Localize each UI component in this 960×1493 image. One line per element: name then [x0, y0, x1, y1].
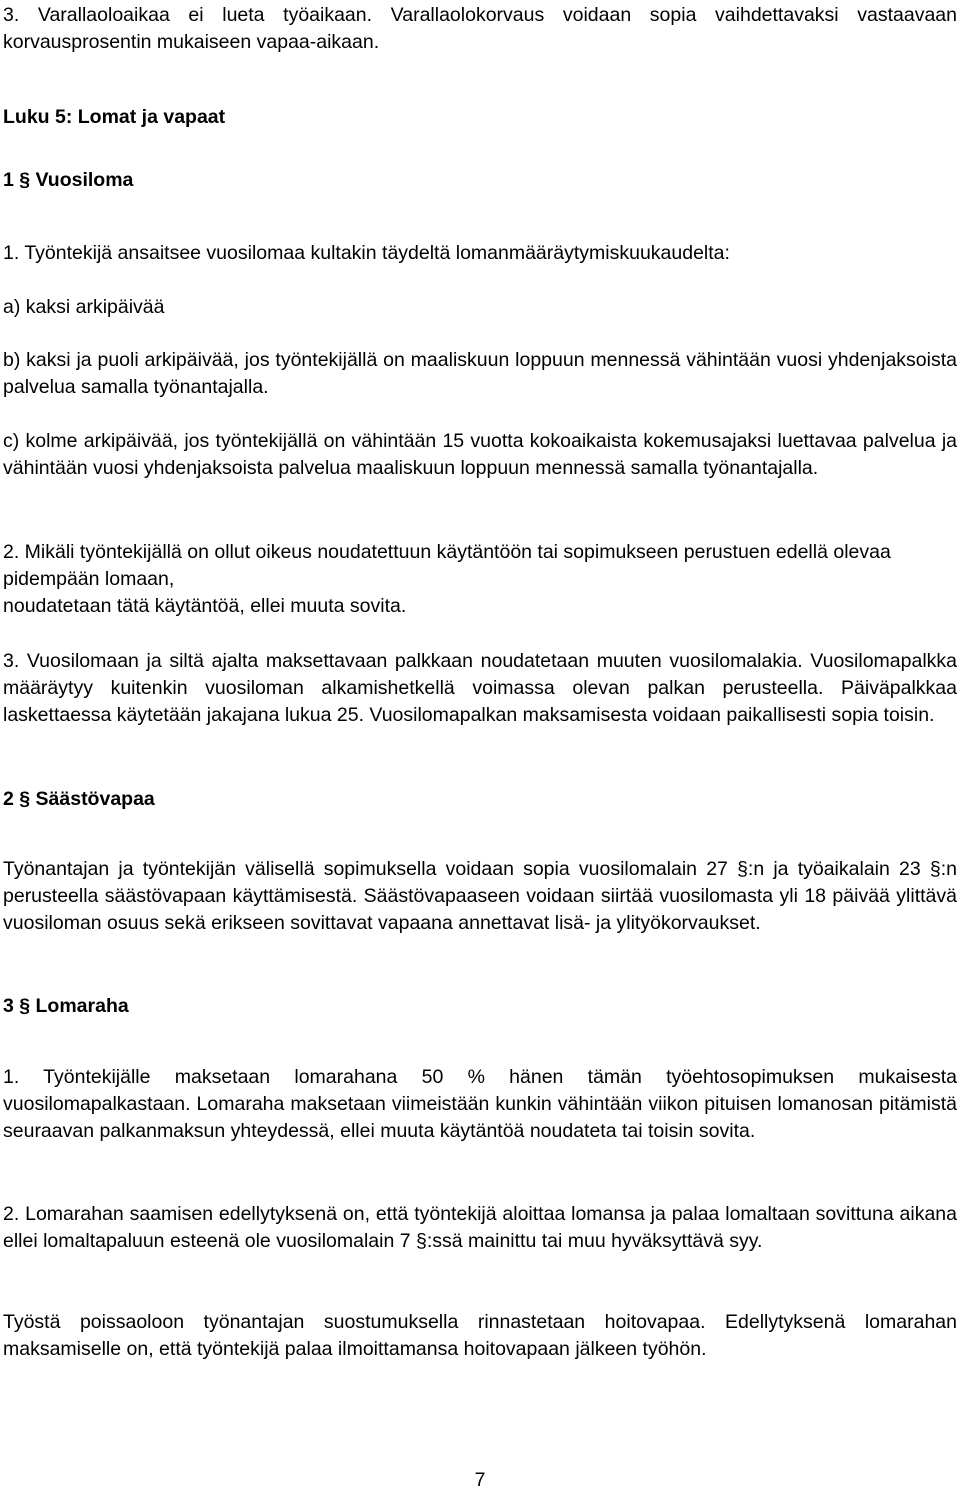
- paragraph-lomaraha-1: 1. Työntekijälle maksetaan lomarahana 50 % hänen tämän työehtosopimuksen mukaisesta vuosilomapalkastaan. Lomaraha maksetaan viimeistään kunkin vähintään viikon pituisen lomanosan pitämistä seuraavan palkanmaksun yhteydessä, ellei muuta käytäntöä noudateta tai toisin sovita.: [3, 1066, 957, 1142]
- chapter-heading: Luku 5: Lomat ja vapaat: [3, 106, 226, 128]
- list-item-c: c) kolme arkipäivää, jos työntekijällä on vähintään 15 vuotta kokoaikaista kokemusajaksi luettavaa palvelua ja vähintään vuosi yhdenjaksoista palvelua maaliskuun loppuun mennessä samalla työnantajalla.: [3, 430, 957, 479]
- section-heading-saastovapaa: 2 § Säästövapaa: [3, 788, 155, 810]
- paragraph-lomaraha-2: 2. Lomarahan saamisen edellytyksenä on, että työntekijä aloittaa lomansa ja palaa lomaltaan sovittuna aikana ellei lomaltapaluun esteenä ole vuosilomalain 7 §:ssä mainittu tai muu hyväksyttävä syy.: [3, 1203, 957, 1252]
- paragraph-saastovapaa: Työnantajan ja työntekijän välisellä sopimuksella voidaan sopia vuosilomalain 27 §:n ja työaikalain 23 §:n perusteella säästövapaan käyttämisestä. Säästövapaaseen voidaan siirtää vuosilomasta yli 18 päivää ylittävä vuosiloman osuus sekä erikseen sovittavat vapaana annettavat lisä- ja ylityökorvaukset.: [3, 858, 957, 934]
- section-heading-vuosiloma: 1 § Vuosiloma: [3, 169, 134, 191]
- section-heading-lomaraha: 3 § Lomaraha: [3, 995, 129, 1017]
- page-number: 7: [474, 1469, 486, 1491]
- list-item-a: a) kaksi arkipäivää: [3, 296, 165, 318]
- paragraph-vuosiloma-2: [3, 539, 957, 620]
- paragraph-hoitovapaa: Työstä poissaoloon työnantajan suostumuksella rinnastetaan hoitovapaa. Edellytyksenä lomarahan maksamiselle on, että työntekijä palaa ilmoittamansa hoitovapaan jälkeen työhön.: [3, 1311, 957, 1360]
- paragraph-vuosiloma-1: 1. Työntekijä ansaitsee vuosilomaa kultakin täydeltä lomanmääräytymiskuukaudelta:: [3, 242, 730, 264]
- paragraph-vuosiloma-2-line2: noudatetaan tätä käytäntöä, ellei muuta sovita.: [3, 595, 407, 617]
- paragraph-varallaolo: 3. Varallaoloaikaa ei lueta työaikaan. Varallaolokorvaus voidaan sopia vaihdettavaksi vastaavaan korvausprosentin mukaiseen vapaa-aikaan.: [3, 4, 957, 53]
- list-item-b: b) kaksi ja puoli arkipäivää, jos työntekijällä on maaliskuun loppuun mennessä vähintään vuosi yhdenjaksoista palvelua samalla työnantajalla.: [3, 349, 957, 398]
- paragraph-vuosiloma-3: 3. Vuosilomaan ja siltä ajalta maksettavaan palkkaan noudatetaan muuten vuosilomalakia. Vuosilomapalkka määräytyy kuitenkin vuosiloman alkamishetkellä voimassa olevan palkan perusteella. Päiväpalkkaa laskettaessa käytetään jakajana lukua 25. Vuosilomapalkan maksamisesta voidaan paikallisesti sopia toisin.: [3, 650, 957, 726]
- paragraph-vuosiloma-2-line1: 2. Mikäli työntekijällä on ollut oikeus noudatettuun käytäntöön tai sopimukseen perustuen edellä olevaa pidempään lomaan,: [3, 541, 891, 590]
